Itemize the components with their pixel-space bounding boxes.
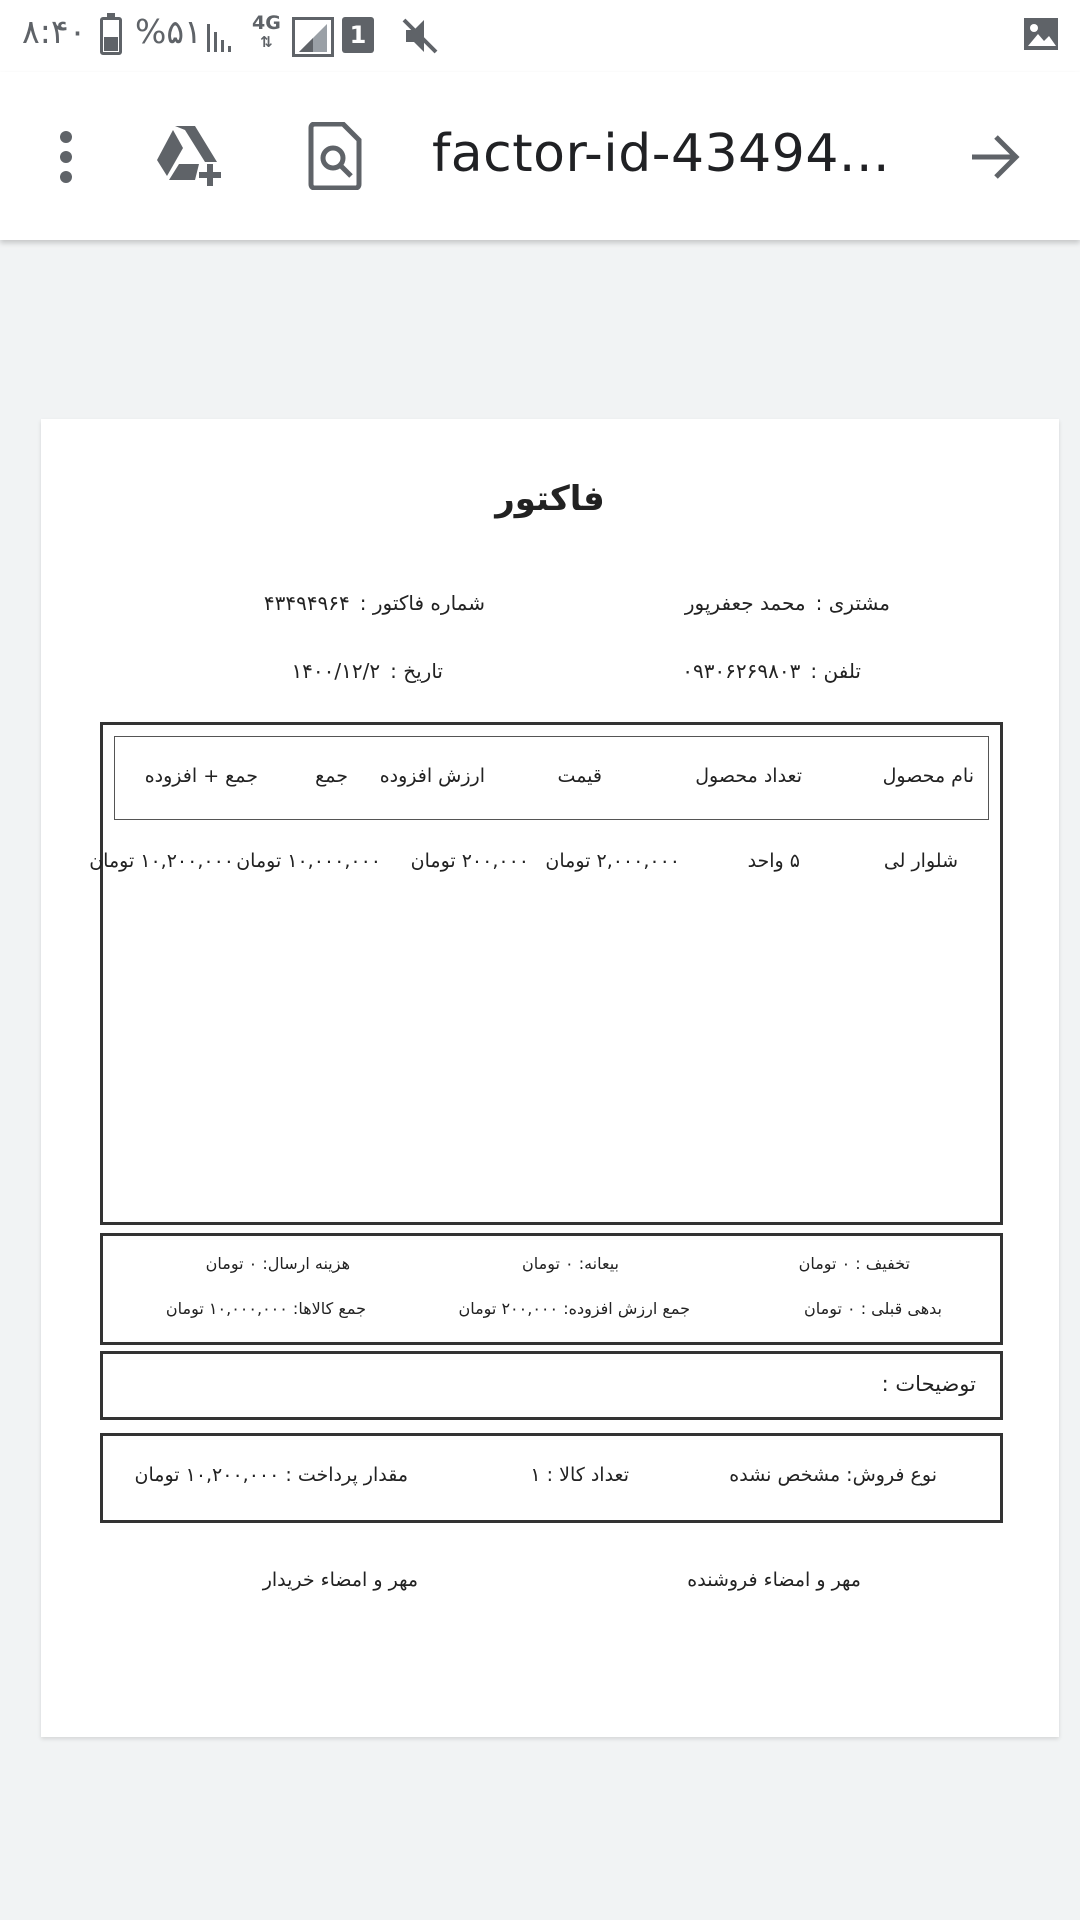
table-row [89, 850, 1000, 880]
drive-add-icon[interactable] [155, 122, 227, 188]
status-bar [0, 0, 1080, 72]
customer-info [685, 591, 890, 615]
invoice-number-info [264, 591, 485, 615]
sale-type: نوع فروش: مشخص نشده [729, 1464, 937, 1486]
vat-total: جمع ارزش افزوده: ۲۰۰,۰۰۰ تومان [458, 1299, 690, 1318]
invoice-page [41, 419, 1059, 1737]
battery-percent: %۵۱ [135, 12, 202, 51]
totals-box [100, 1233, 1003, 1345]
column-header: نام محصول [882, 765, 974, 787]
column-header: جمع + افزوده [144, 765, 258, 787]
notes-box [100, 1351, 1003, 1420]
battery-icon [100, 17, 122, 55]
more-icon[interactable] [46, 127, 86, 187]
table-cell: ۵ واحد [747, 850, 800, 872]
table-cell: ۱۰,۲۰۰,۰۰۰ تومان [89, 850, 234, 872]
phone-info [682, 659, 861, 683]
date-label: تاریخ : [390, 659, 443, 683]
buyer-signature: مهر و امضاء خریدار [262, 1569, 418, 1591]
invoice-title: فاکتور [495, 479, 605, 519]
table-cell: ۱۰,۰۰۰,۰۰۰ تومان [236, 850, 381, 872]
column-header: جمع [315, 765, 348, 787]
items-table [89, 722, 1003, 1225]
phone-label: تلفن : [810, 659, 861, 683]
status-time: ۸:۴۰ [22, 12, 87, 51]
shipping-cost: هزینه ارسال: ۰ تومان [205, 1254, 350, 1273]
table-cell: شلوار لی [883, 850, 958, 872]
discount: تخفیف : ۰ تومان [798, 1254, 910, 1273]
date-info [291, 659, 443, 683]
table-cell: ۲,۰۰۰,۰۰۰ تومان [545, 850, 680, 872]
seller-signature: مهر و امضاء فروشنده [687, 1569, 861, 1591]
gallery-icon [1022, 16, 1060, 52]
item-count: تعداد کالا : ۱ [530, 1464, 629, 1486]
payment-amount: مقدار پرداخت : ۱۰,۲۰۰,۰۰۰ تومان [134, 1464, 408, 1486]
date-value: ۱۴۰۰/۱۲/۲ [291, 659, 381, 683]
previous-debt: بدهی قبلی : ۰ تومان [804, 1299, 942, 1318]
network-label: 4G [252, 12, 281, 34]
notes-label: توضیحات : [881, 1372, 976, 1396]
column-header: ارزش افزوده [379, 765, 485, 787]
goods-total: جمع کالاها: ۱۰,۰۰۰,۰۰۰ تومان [165, 1299, 366, 1318]
table-header [114, 736, 989, 820]
customer-value: محمد جعفرپور [684, 591, 806, 615]
column-header: قیمت [557, 765, 602, 787]
mute-icon [398, 14, 442, 58]
network-4g-icon: 4G ⇅ [252, 12, 281, 51]
signal-icon [292, 17, 334, 57]
document-title: factor-id-43494... [432, 124, 891, 184]
payment-box [100, 1433, 1003, 1523]
column-header: تعداد محصول [695, 765, 802, 787]
forward-arrow-icon[interactable] [968, 130, 1022, 184]
customer-label: مشتری : [815, 591, 890, 615]
phone-value: ۰۹۳۰۶۲۶۹۸۰۳ [682, 659, 801, 683]
invoice-number-label: شماره فاکتور : [359, 591, 485, 615]
deposit: بیعانه: ۰ تومان [522, 1254, 619, 1273]
find-in-page-icon[interactable] [307, 122, 363, 190]
signal-icon [205, 18, 241, 54]
sim-icon: 1 [342, 17, 374, 53]
invoice-number-value: ۴۳۴۹۴۹۶۴ [263, 591, 350, 615]
table-cell: ۲۰۰,۰۰۰ تومان [410, 850, 529, 872]
viewer-toolbar [0, 72, 1080, 240]
